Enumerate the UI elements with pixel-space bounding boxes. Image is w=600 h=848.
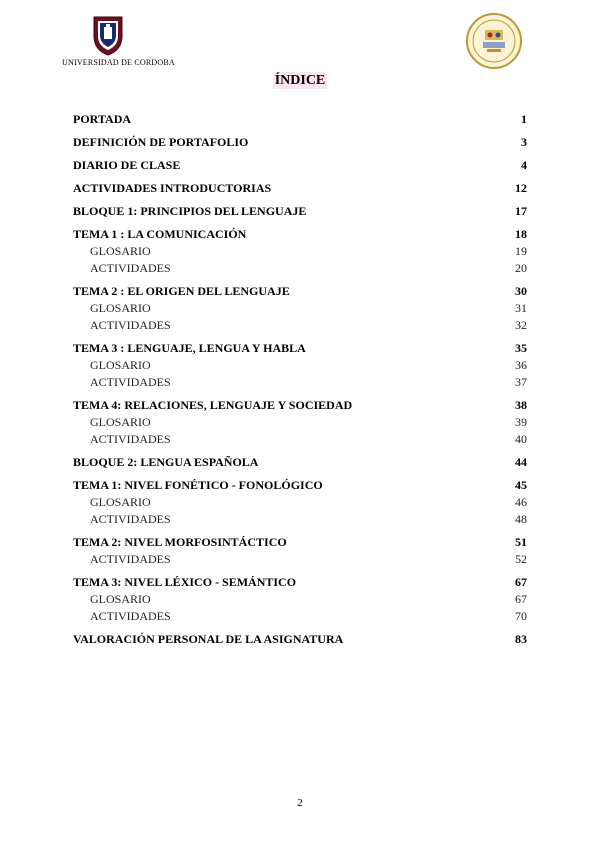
toc-subentry-page: 20 — [515, 261, 527, 275]
toc-section — [73, 226, 527, 277]
toc-subentry-page: 37 — [515, 375, 527, 389]
toc-entry-title: VALORACIÓN PERSONAL DE LA ASIGNATURA — [73, 632, 344, 646]
toc-subentry-title: ACTIVIDADES — [90, 512, 171, 526]
toc-entry-page: 30 — [515, 284, 527, 298]
toc-subentry-title: GLOSARIO — [90, 244, 151, 258]
toc-subentry-page: 70 — [515, 609, 527, 623]
toc-entry[interactable] — [73, 477, 527, 494]
toc-section — [73, 134, 527, 151]
toc-entry[interactable] — [73, 574, 527, 591]
toc-subentry[interactable] — [73, 300, 527, 317]
toc-section — [73, 283, 527, 334]
toc-section — [73, 157, 527, 174]
toc-entry-page: 12 — [515, 181, 527, 195]
toc-section — [73, 180, 527, 197]
university-logo — [62, 14, 175, 68]
toc-subentry-title: ACTIVIDADES — [90, 318, 171, 332]
toc-entry-title: TEMA 3: NIVEL LÉXICO - SEMÁNTICO — [73, 575, 297, 589]
toc-entry[interactable] — [73, 180, 527, 197]
toc-subentry-title: ACTIVIDADES — [90, 261, 171, 275]
toc-entry-page: 67 — [515, 575, 527, 589]
toc-section — [73, 574, 527, 625]
toc-subentry-page: 32 — [515, 318, 527, 332]
toc-entry-title: DEFINICIÓN DE PORTAFOLIO — [73, 135, 249, 149]
toc-entry[interactable] — [73, 203, 527, 220]
page-number: 2 — [297, 797, 303, 809]
toc-subentry-page: 40 — [515, 432, 527, 446]
toc-entry[interactable] — [73, 111, 527, 128]
toc-subentry-page: 52 — [515, 552, 527, 566]
toc-subentry[interactable] — [73, 317, 527, 334]
toc-entry[interactable] — [73, 534, 527, 551]
toc-entry[interactable] — [73, 631, 527, 648]
toc-subentry-page: 19 — [515, 244, 527, 258]
toc-subentry[interactable] — [73, 608, 527, 625]
faculty-seal-icon — [465, 12, 523, 70]
toc-subentry-page: 46 — [515, 495, 527, 509]
toc-subentry-title: GLOSARIO — [90, 301, 151, 315]
toc-subentry[interactable] — [73, 414, 527, 431]
toc-subentry-page: 39 — [515, 415, 527, 429]
toc-entry-page: 17 — [515, 204, 527, 218]
toc-subentry-title: GLOSARIO — [90, 495, 151, 509]
toc-subentry[interactable] — [73, 243, 527, 260]
toc-section — [73, 631, 527, 648]
toc-subentry-title: ACTIVIDADES — [90, 432, 171, 446]
toc-subentry-title: ACTIVIDADES — [90, 609, 171, 623]
toc-subentry-title: GLOSARIO — [90, 358, 151, 372]
toc-section — [73, 397, 527, 448]
toc-subentry[interactable] — [73, 591, 527, 608]
toc-section — [73, 454, 527, 471]
toc-entry[interactable] — [73, 454, 527, 471]
toc-section — [73, 477, 527, 528]
university-crest-icon — [91, 14, 125, 56]
toc-subentry-page: 36 — [515, 358, 527, 372]
toc-entry[interactable] — [73, 283, 527, 300]
toc-entry-page: 45 — [515, 478, 527, 492]
toc-entry-page: 3 — [521, 135, 527, 149]
toc-entry-title: TEMA 4: RELACIONES, LENGUAJE Y SOCIEDAD — [73, 398, 353, 412]
toc-entry-title: TEMA 3 : LENGUAJE, LENGUA Y HABLA — [73, 341, 306, 355]
toc-entry[interactable] — [73, 134, 527, 151]
toc-entry[interactable] — [73, 397, 527, 414]
toc-subentry[interactable] — [73, 511, 527, 528]
toc-subentry-page: 31 — [515, 301, 527, 315]
toc-entry-title: TEMA 1: NIVEL FONÉTICO - FONOLÓGICO — [73, 478, 323, 492]
toc-entry-page: 38 — [515, 398, 527, 412]
toc-subentry-title: GLOSARIO — [90, 415, 151, 429]
toc-subentry[interactable] — [73, 494, 527, 511]
toc-subentry-title: GLOSARIO — [90, 592, 151, 606]
toc-entry-title: BLOQUE 2: LENGUA ESPAÑOLA — [73, 455, 259, 469]
toc-section — [73, 340, 527, 391]
toc-entry[interactable] — [73, 157, 527, 174]
university-caption: UNIVERSIDAD DE CORDOBA — [62, 58, 175, 67]
toc-subentry-page: 48 — [515, 512, 527, 526]
toc-entry-title: TEMA 1 : LA COMUNICACIÓN — [73, 227, 247, 241]
toc-subentry[interactable] — [73, 551, 527, 568]
toc-entry-page: 18 — [515, 227, 527, 241]
table-of-contents — [73, 111, 527, 654]
toc-subentry-page: 67 — [515, 592, 527, 606]
toc-entry-title: DIARIO DE CLASE — [73, 158, 181, 172]
toc-subentry[interactable] — [73, 431, 527, 448]
toc-entry-page: 44 — [515, 455, 527, 469]
toc-entry-page: 4 — [521, 158, 527, 172]
toc-entry-title: PORTADA — [73, 112, 132, 126]
toc-section — [73, 534, 527, 568]
toc-subentry[interactable] — [73, 374, 527, 391]
toc-subentry[interactable] — [73, 357, 527, 374]
toc-subentry[interactable] — [73, 260, 527, 277]
toc-entry-page: 1 — [521, 112, 527, 126]
toc-entry-title: BLOQUE 1: PRINCIPIOS DEL LENGUAJE — [73, 204, 307, 218]
toc-entry-page: 35 — [515, 341, 527, 355]
toc-entry-title: ACTIVIDADES INTRODUCTORIAS — [73, 181, 272, 195]
toc-entry-title: TEMA 2 : EL ORIGEN DEL LENGUAJE — [73, 284, 290, 298]
toc-subentry-title: ACTIVIDADES — [90, 552, 171, 566]
toc-entry-page: 83 — [515, 632, 527, 646]
toc-entry-page: 51 — [515, 535, 527, 549]
toc-section — [73, 111, 527, 128]
page-title: ÍNDICE — [274, 73, 326, 88]
toc-entry[interactable] — [73, 226, 527, 243]
toc-entry[interactable] — [73, 340, 527, 357]
toc-subentry-title: ACTIVIDADES — [90, 375, 171, 389]
toc-section — [73, 203, 527, 220]
toc-entry-title: TEMA 2: NIVEL MORFOSINTÁCTICO — [73, 535, 287, 549]
